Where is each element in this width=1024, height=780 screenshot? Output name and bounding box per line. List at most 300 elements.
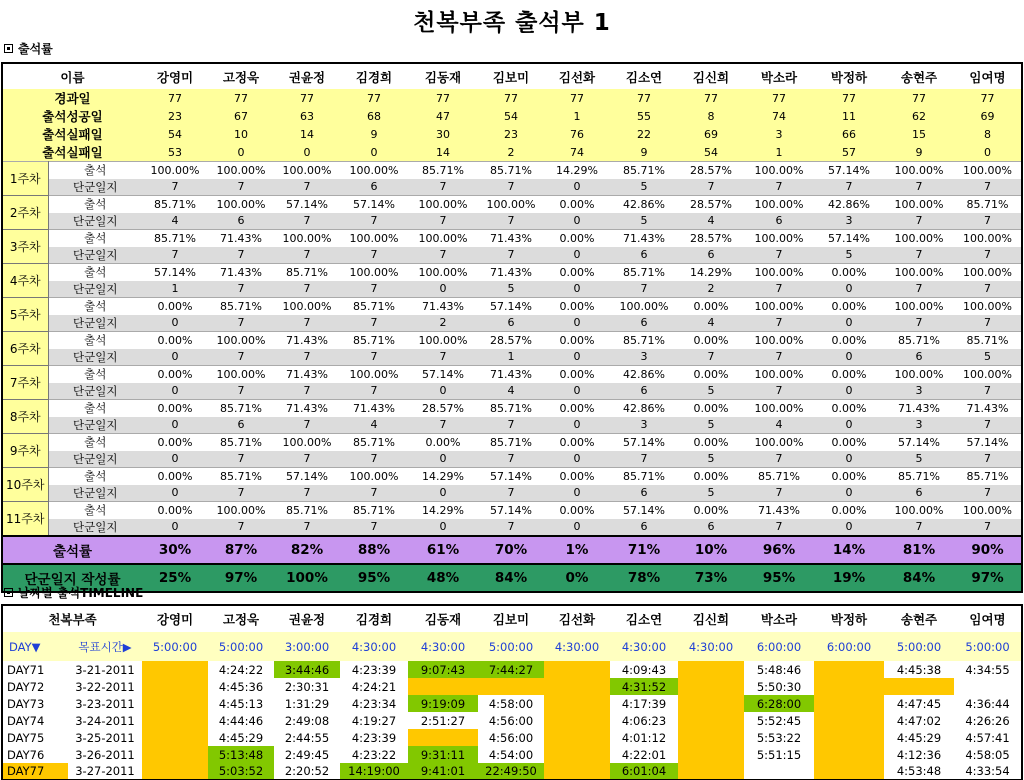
attendance-percent: 100.00% <box>274 434 340 451</box>
checkin-time: 2:44:55 <box>284 730 330 745</box>
target-time-row <box>2 632 1022 661</box>
row-label-attendance: 출석 <box>48 332 142 349</box>
diary-count: 7 <box>744 519 814 536</box>
summary-value: 8 <box>678 107 744 125</box>
attendance-percent: 100.00% <box>340 230 408 247</box>
diary-count: 0 <box>814 315 884 332</box>
summary-value: 77 <box>274 89 340 107</box>
target-time: 3:00:00 <box>274 632 340 661</box>
timeline-row <box>2 746 1022 763</box>
attendance-percent: 100.00% <box>208 502 274 519</box>
attendance-percent: 0.00% <box>678 434 744 451</box>
member-name: 권윤정 <box>288 69 326 85</box>
attendance-percent: 85.71% <box>884 332 954 349</box>
checkin-time: 9:19:09 <box>408 695 478 712</box>
summary-value: 76 <box>544 125 610 143</box>
week-attendance-row <box>2 502 1022 519</box>
row-label-diary: 단군일지 <box>48 179 142 196</box>
summary-value: 23 <box>142 107 208 125</box>
attendance-percent: 85.71% <box>208 434 274 451</box>
target-time: 5:00:00 <box>142 632 208 661</box>
diary-count: 6 <box>610 247 678 264</box>
diary-count: 0 <box>544 519 610 536</box>
diary-count: 0 <box>408 451 478 468</box>
diary-count: 7 <box>208 179 274 196</box>
diary-count: 7 <box>408 247 478 264</box>
attendance-percent: 57.14% <box>142 264 208 281</box>
checkin-time <box>408 678 478 695</box>
row-label-attendance: 출석 <box>48 298 142 315</box>
diary-count: 0 <box>814 417 884 434</box>
attendance-percent: 28.57% <box>478 332 544 349</box>
checkin-time: 4:24:21 <box>351 679 397 694</box>
checkin-time: 5:51:15 <box>756 747 802 762</box>
attendance-percent: 85.71% <box>208 298 274 315</box>
attendance-percent: 14.29% <box>678 264 744 281</box>
attendance-percent: 100.00% <box>954 230 1022 247</box>
checkin-time <box>744 763 814 780</box>
diary-count: 5 <box>678 383 744 400</box>
attendance-rate-value: 90% <box>954 536 1022 564</box>
row-label-diary: 단군일지 <box>48 519 142 536</box>
attendance-percent: 85.71% <box>478 434 544 451</box>
diary-count: 5 <box>884 451 954 468</box>
summary-value: 0 <box>208 143 274 162</box>
attendance-percent: 0.00% <box>142 434 208 451</box>
diary-count: 6 <box>610 315 678 332</box>
checkin-time: 5:52:45 <box>756 713 802 728</box>
attendance-percent: 100.00% <box>954 502 1022 519</box>
attendance-percent: 42.86% <box>610 366 678 383</box>
checkin-time <box>814 695 884 712</box>
summary-value: 77 <box>814 89 884 107</box>
attendance-percent: 28.57% <box>678 162 744 179</box>
diary-count: 7 <box>208 485 274 502</box>
diary-count: 7 <box>274 485 340 502</box>
checkin-time <box>954 678 1022 695</box>
timeline-table <box>1 604 1023 780</box>
summary-value: 69 <box>678 125 744 143</box>
day-label: DAY74 <box>7 713 45 728</box>
diary-count: 6 <box>610 383 678 400</box>
row-label-attendance: 출석 <box>48 264 142 281</box>
checkin-time: 4:47:45 <box>896 696 942 711</box>
date-label: 3-24-2011 <box>75 713 135 728</box>
attendance-percent: 85.71% <box>408 162 478 179</box>
attendance-percent: 0.00% <box>678 366 744 383</box>
checkin-time: 5:03:52 <box>208 763 274 780</box>
summary-value: 0 <box>274 143 340 162</box>
diary-count: 0 <box>408 519 478 536</box>
diary-count: 0 <box>142 349 208 366</box>
diary-count: 0 <box>142 315 208 332</box>
attendance-percent: 100.00% <box>274 298 340 315</box>
attendance-percent: 100.00% <box>744 434 814 451</box>
summary-value: 14 <box>274 125 340 143</box>
member-name: 김동재 <box>408 605 478 632</box>
attendance-percent: 100.00% <box>884 264 954 281</box>
checkin-time <box>814 746 884 763</box>
summary-value: 15 <box>884 125 954 143</box>
checkin-time <box>544 678 610 695</box>
diary-count: 3 <box>884 383 954 400</box>
attendance-percent: 0.00% <box>544 196 610 213</box>
diary-count: 7 <box>478 417 544 434</box>
diary-count: 2 <box>408 315 478 332</box>
summary-value: 11 <box>814 107 884 125</box>
checkin-time: 5:53:22 <box>756 730 802 745</box>
checkin-time: 9:41:01 <box>408 763 478 780</box>
diary-count: 7 <box>744 247 814 264</box>
summary-value: 30 <box>408 125 478 143</box>
diary-count: 7 <box>884 519 954 536</box>
checkin-time <box>678 763 744 780</box>
attendance-percent: 100.00% <box>954 264 1022 281</box>
attendance-percent: 85.71% <box>610 162 678 179</box>
week-attendance-row <box>2 434 1022 451</box>
checkin-time: 4:17:39 <box>621 696 667 711</box>
attendance-percent: 28.57% <box>678 230 744 247</box>
diary-count: 7 <box>678 349 744 366</box>
summary-value: 77 <box>954 89 1022 107</box>
date-label: 3-23-2011 <box>75 696 135 711</box>
section-timeline-title: 날짜별 출석TIMELINE <box>18 586 144 600</box>
attendance-percent: 71.43% <box>274 400 340 417</box>
row-label-attendance: 출석 <box>48 230 142 247</box>
diary-rate-value: 84% <box>478 564 544 592</box>
diary-count: 0 <box>142 417 208 434</box>
week-attendance-row <box>2 230 1022 247</box>
member-name: 김선화 <box>544 605 610 632</box>
member-name: 박소라 <box>760 69 798 85</box>
checkin-time <box>142 678 208 695</box>
checkin-time: 4:45:36 <box>218 679 264 694</box>
diary-count: 0 <box>544 179 610 196</box>
day-label: DAY72 <box>7 679 45 694</box>
checkin-time: 4:36:44 <box>965 696 1010 711</box>
checkin-time: 5:13:48 <box>208 746 274 763</box>
diary-count: 7 <box>274 519 340 536</box>
attendance-percent: 0.00% <box>408 434 478 451</box>
summary-value: 77 <box>340 89 408 107</box>
row-label-diary: 단군일지 <box>48 247 142 264</box>
diary-count: 6 <box>884 349 954 366</box>
diary-count: 7 <box>340 315 408 332</box>
attendance-percent: 57.14% <box>610 502 678 519</box>
attendance-percent: 57.14% <box>274 196 340 213</box>
attendance-percent: 71.43% <box>274 366 340 383</box>
diary-count: 0 <box>142 485 208 502</box>
attendance-percent: 85.71% <box>478 400 544 417</box>
checkin-time: 2:30:31 <box>284 679 330 694</box>
diary-count: 6 <box>744 213 814 230</box>
checkin-time: 4:54:00 <box>488 747 534 762</box>
attendance-percent: 100.00% <box>340 264 408 281</box>
attendance-percent: 0.00% <box>544 332 610 349</box>
member-name: 고정욱 <box>222 69 260 85</box>
week-diary-row <box>2 451 1022 468</box>
date-label: 3-22-2011 <box>75 679 135 694</box>
checkin-time <box>678 729 744 746</box>
attendance-percent: 71.43% <box>408 298 478 315</box>
summary-row <box>2 107 1022 125</box>
checkin-time <box>544 695 610 712</box>
attendance-percent: 14.29% <box>544 162 610 179</box>
attendance-percent: 85.71% <box>208 468 274 485</box>
week-attendance-row <box>2 298 1022 315</box>
checkin-time: 4:56:00 <box>488 713 534 728</box>
member-name: 강영미 <box>156 69 194 85</box>
attendance-rate-value: 1% <box>544 536 610 564</box>
diary-rate-value: 97% <box>208 564 274 592</box>
checkin-time: 9:31:11 <box>408 746 478 763</box>
attendance-percent: 0.00% <box>544 366 610 383</box>
diary-count: 7 <box>954 213 1022 230</box>
checkin-time: 4:19:27 <box>351 713 397 728</box>
attendance-percent: 71.43% <box>744 502 814 519</box>
diary-count: 5 <box>678 417 744 434</box>
diary-count: 7 <box>208 519 274 536</box>
checkin-time <box>678 661 744 678</box>
summary-value: 66 <box>814 125 884 143</box>
week-label: 3주차 <box>2 230 48 264</box>
diary-count: 7 <box>954 247 1022 264</box>
row-label-attendance: 출석 <box>48 366 142 383</box>
summary-value: 77 <box>408 89 478 107</box>
checkin-time: 7:44:27 <box>478 661 544 678</box>
attendance-percent: 100.00% <box>274 162 340 179</box>
attendance-rate-value: 61% <box>408 536 478 564</box>
summary-value: 77 <box>478 89 544 107</box>
date-label: 3-26-2011 <box>75 747 135 762</box>
attendance-percent: 100.00% <box>884 162 954 179</box>
attendance-rate-row <box>2 536 1022 564</box>
attendance-percent: 71.43% <box>954 400 1022 417</box>
diary-count: 7 <box>744 451 814 468</box>
attendance-percent: 0.00% <box>544 298 610 315</box>
attendance-percent: 14.29% <box>408 502 478 519</box>
attendance-percent: 71.43% <box>610 230 678 247</box>
attendance-percent: 100.00% <box>954 162 1022 179</box>
diary-count: 7 <box>744 485 814 502</box>
diary-rate-value: 95% <box>340 564 408 592</box>
attendance-percent: 57.14% <box>478 468 544 485</box>
member-name: 김소연 <box>610 605 678 632</box>
diary-count: 0 <box>408 383 478 400</box>
member-name: 김동재 <box>424 69 462 85</box>
diary-count: 7 <box>744 281 814 298</box>
diary-count: 7 <box>478 179 544 196</box>
checkin-time: 4:23:22 <box>351 747 397 762</box>
diary-count: 7 <box>408 417 478 434</box>
attendance-percent: 42.86% <box>610 400 678 417</box>
week-diary-row <box>2 213 1022 230</box>
attendance-percent: 100.00% <box>408 264 478 281</box>
summary-value: 77 <box>208 89 274 107</box>
attendance-percent: 100.00% <box>884 230 954 247</box>
week-diary-row <box>2 485 1022 502</box>
diary-count: 7 <box>610 281 678 298</box>
checkin-time: 22:49:50 <box>478 763 544 780</box>
diary-count: 3 <box>610 417 678 434</box>
diary-count: 7 <box>274 417 340 434</box>
attendance-percent: 100.00% <box>408 196 478 213</box>
diary-count: 5 <box>678 485 744 502</box>
diary-count: 7 <box>954 451 1022 468</box>
summary-value: 74 <box>544 143 610 162</box>
checkin-time: 14:19:00 <box>340 763 408 780</box>
week-attendance-row <box>2 366 1022 383</box>
week-diary-row <box>2 383 1022 400</box>
checkin-time: 4:23:39 <box>351 730 397 745</box>
member-name: 박정하 <box>814 605 884 632</box>
diary-rate-value: 25% <box>142 564 208 592</box>
week-attendance-row <box>2 400 1022 417</box>
diary-count: 7 <box>274 315 340 332</box>
diary-count: 7 <box>954 383 1022 400</box>
target-time: 4:30:00 <box>610 632 678 661</box>
diary-count: 7 <box>208 383 274 400</box>
attendance-percent: 0.00% <box>814 332 884 349</box>
attendance-percent: 28.57% <box>408 400 478 417</box>
week-attendance-row <box>2 162 1022 179</box>
checkin-time <box>678 746 744 763</box>
summary-value: 77 <box>610 89 678 107</box>
day-label: DAY75 <box>7 730 45 745</box>
timeline-row <box>2 729 1022 746</box>
summary-value: 14 <box>408 143 478 162</box>
week-label: 8주차 <box>2 400 48 434</box>
week-label: 1주차 <box>2 162 48 196</box>
attendance-percent: 85.71% <box>208 400 274 417</box>
attendance-percent: 100.00% <box>884 298 954 315</box>
diary-count: 7 <box>274 349 340 366</box>
attendance-percent: 0.00% <box>814 264 884 281</box>
summary-value: 68 <box>340 107 408 125</box>
checkin-time: 4:24:22 <box>218 662 264 677</box>
row-label-diary: 단군일지 <box>48 213 142 230</box>
checkin-time: 4:06:23 <box>621 713 667 728</box>
week-label: 4주차 <box>2 264 48 298</box>
attendance-percent: 85.71% <box>274 264 340 281</box>
diary-count: 7 <box>884 179 954 196</box>
attendance-percent: 100.00% <box>208 196 274 213</box>
attendance-percent: 85.71% <box>884 468 954 485</box>
diary-count: 4 <box>744 417 814 434</box>
member-name: 김신희 <box>678 605 744 632</box>
timeline-row <box>2 763 1022 780</box>
attendance-percent: 0.00% <box>142 400 208 417</box>
diary-count: 6 <box>678 519 744 536</box>
attendance-percent: 85.71% <box>340 502 408 519</box>
day-label: DAY71 <box>7 662 45 677</box>
summary-value: 77 <box>544 89 610 107</box>
week-label: 2주차 <box>2 196 48 230</box>
diary-count: 7 <box>744 383 814 400</box>
week-diary-row <box>2 349 1022 366</box>
attendance-percent: 100.00% <box>744 196 814 213</box>
checkin-time <box>544 746 610 763</box>
diary-count: 7 <box>744 315 814 332</box>
attendance-percent: 0.00% <box>814 502 884 519</box>
diary-count: 7 <box>478 451 544 468</box>
attendance-percent: 100.00% <box>744 162 814 179</box>
summary-value: 22 <box>610 125 678 143</box>
diary-count: 7 <box>954 281 1022 298</box>
target-time: 6:00:00 <box>814 632 884 661</box>
member-name: 송현주 <box>884 605 954 632</box>
attendance-percent: 57.14% <box>814 230 884 247</box>
attendance-percent: 71.43% <box>340 400 408 417</box>
week-diary-row <box>2 179 1022 196</box>
page-title: 천복부족 출석부 1 <box>413 10 611 36</box>
attendance-percent: 0.00% <box>678 332 744 349</box>
attendance-percent: 0.00% <box>142 332 208 349</box>
checkin-time: 4:58:05 <box>965 747 1010 762</box>
attendance-percent: 85.71% <box>610 264 678 281</box>
attendance-percent: 57.14% <box>954 434 1022 451</box>
checkin-time: 4:56:00 <box>488 730 534 745</box>
checkin-time: 4:53:48 <box>896 764 942 778</box>
section-attendance-header <box>4 40 53 57</box>
attendance-percent: 57.14% <box>884 434 954 451</box>
summary-value: 57 <box>814 143 884 162</box>
diary-count: 5 <box>678 451 744 468</box>
checkin-time: 4:44:46 <box>218 713 264 728</box>
diary-count: 4 <box>478 383 544 400</box>
checkin-time <box>142 746 208 763</box>
diary-count: 7 <box>274 179 340 196</box>
attendance-rate-value: 88% <box>340 536 408 564</box>
member-name: 김보미 <box>492 69 530 85</box>
checkin-time: 4:12:36 <box>896 747 942 762</box>
diary-count: 7 <box>408 349 478 366</box>
diary-count: 0 <box>544 417 610 434</box>
attendance-percent: 57.14% <box>478 502 544 519</box>
diary-count: 7 <box>408 179 478 196</box>
diary-count: 7 <box>954 519 1022 536</box>
week-label: 9주차 <box>2 434 48 468</box>
summary-label: 경과일 <box>2 89 142 107</box>
diary-count: 0 <box>408 485 478 502</box>
summary-value: 47 <box>408 107 478 125</box>
member-name: 박정하 <box>830 69 868 85</box>
attendance-percent: 100.00% <box>744 400 814 417</box>
row-label-attendance: 출석 <box>48 434 142 451</box>
week-diary-row <box>2 281 1022 298</box>
checkin-time <box>544 712 610 729</box>
attendance-percent: 85.71% <box>340 434 408 451</box>
summary-value: 69 <box>954 107 1022 125</box>
diary-count: 4 <box>678 315 744 332</box>
diary-count: 0 <box>544 247 610 264</box>
section-bullet-icon <box>4 588 13 597</box>
day-sort-label[interactable]: DAY▼ <box>2 632 68 661</box>
checkin-time <box>678 678 744 695</box>
summary-row <box>2 89 1022 107</box>
summary-label: 출석실패일 <box>2 125 142 143</box>
diary-count: 0 <box>544 451 610 468</box>
diary-count: 7 <box>884 315 954 332</box>
attendance-percent: 0.00% <box>814 298 884 315</box>
diary-count: 0 <box>142 451 208 468</box>
attendance-percent: 0.00% <box>142 298 208 315</box>
checkin-time: 5:48:46 <box>756 662 802 677</box>
attendance-percent: 0.00% <box>544 230 610 247</box>
row-label-attendance: 출석 <box>48 162 142 179</box>
attendance-rate-value: 71% <box>610 536 678 564</box>
diary-rate-value: 84% <box>884 564 954 592</box>
